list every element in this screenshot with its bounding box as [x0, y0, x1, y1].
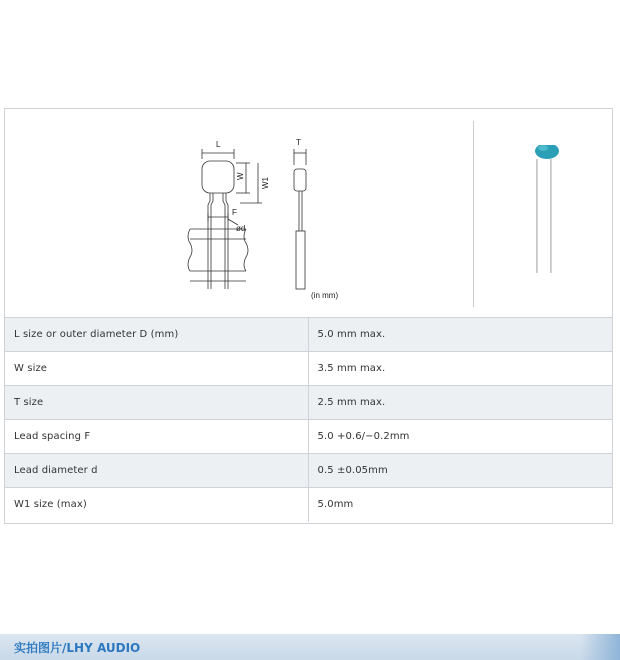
unit-note: (in mm) — [311, 291, 339, 300]
side-view-body — [294, 169, 306, 191]
spec-value: 2.5 mm max. — [308, 386, 612, 420]
spec-param: Lead spacing F — [5, 420, 308, 454]
footer-bar — [0, 634, 620, 660]
dim-label-W: W — [236, 172, 245, 180]
spec-value: 5.0mm — [308, 488, 612, 522]
spec-row — [5, 386, 612, 420]
capacitor-photo — [523, 145, 563, 279]
spec-card — [4, 108, 613, 524]
spec-table — [5, 317, 612, 522]
spec-row — [5, 488, 612, 522]
spec-param: L size or outer diameter D (mm) — [5, 318, 308, 352]
dim-label-F: F — [232, 208, 237, 217]
dimension-figure — [5, 109, 612, 317]
spec-value: 5.0 mm max. — [308, 318, 612, 352]
dim-label-W1: W1 — [261, 177, 270, 189]
spec-row — [5, 352, 612, 386]
spec-param: W size — [5, 352, 308, 386]
spec-row — [5, 454, 612, 488]
footer-accent — [580, 634, 620, 660]
spec-row — [5, 420, 612, 454]
spec-value: 3.5 mm max. — [308, 352, 612, 386]
spec-param: T size — [5, 386, 308, 420]
dim-label-T: T — [296, 138, 301, 147]
spec-param: W1 size (max) — [5, 488, 308, 522]
spec-value: 5.0 +0.6/−0.2mm — [308, 420, 612, 454]
capacitor-body-outline — [202, 161, 234, 193]
dimension-drawing — [180, 131, 380, 313]
spec-row — [5, 318, 612, 352]
spec-value: 0.5 ±0.05mm — [308, 454, 612, 488]
divider — [473, 121, 474, 307]
spec-param: Lead diameter d — [5, 454, 308, 488]
footer-title: 实拍图片/LHY AUDIO — [14, 641, 141, 655]
dim-label-L: L — [216, 140, 221, 149]
dim-label-d: ød — [236, 224, 246, 233]
